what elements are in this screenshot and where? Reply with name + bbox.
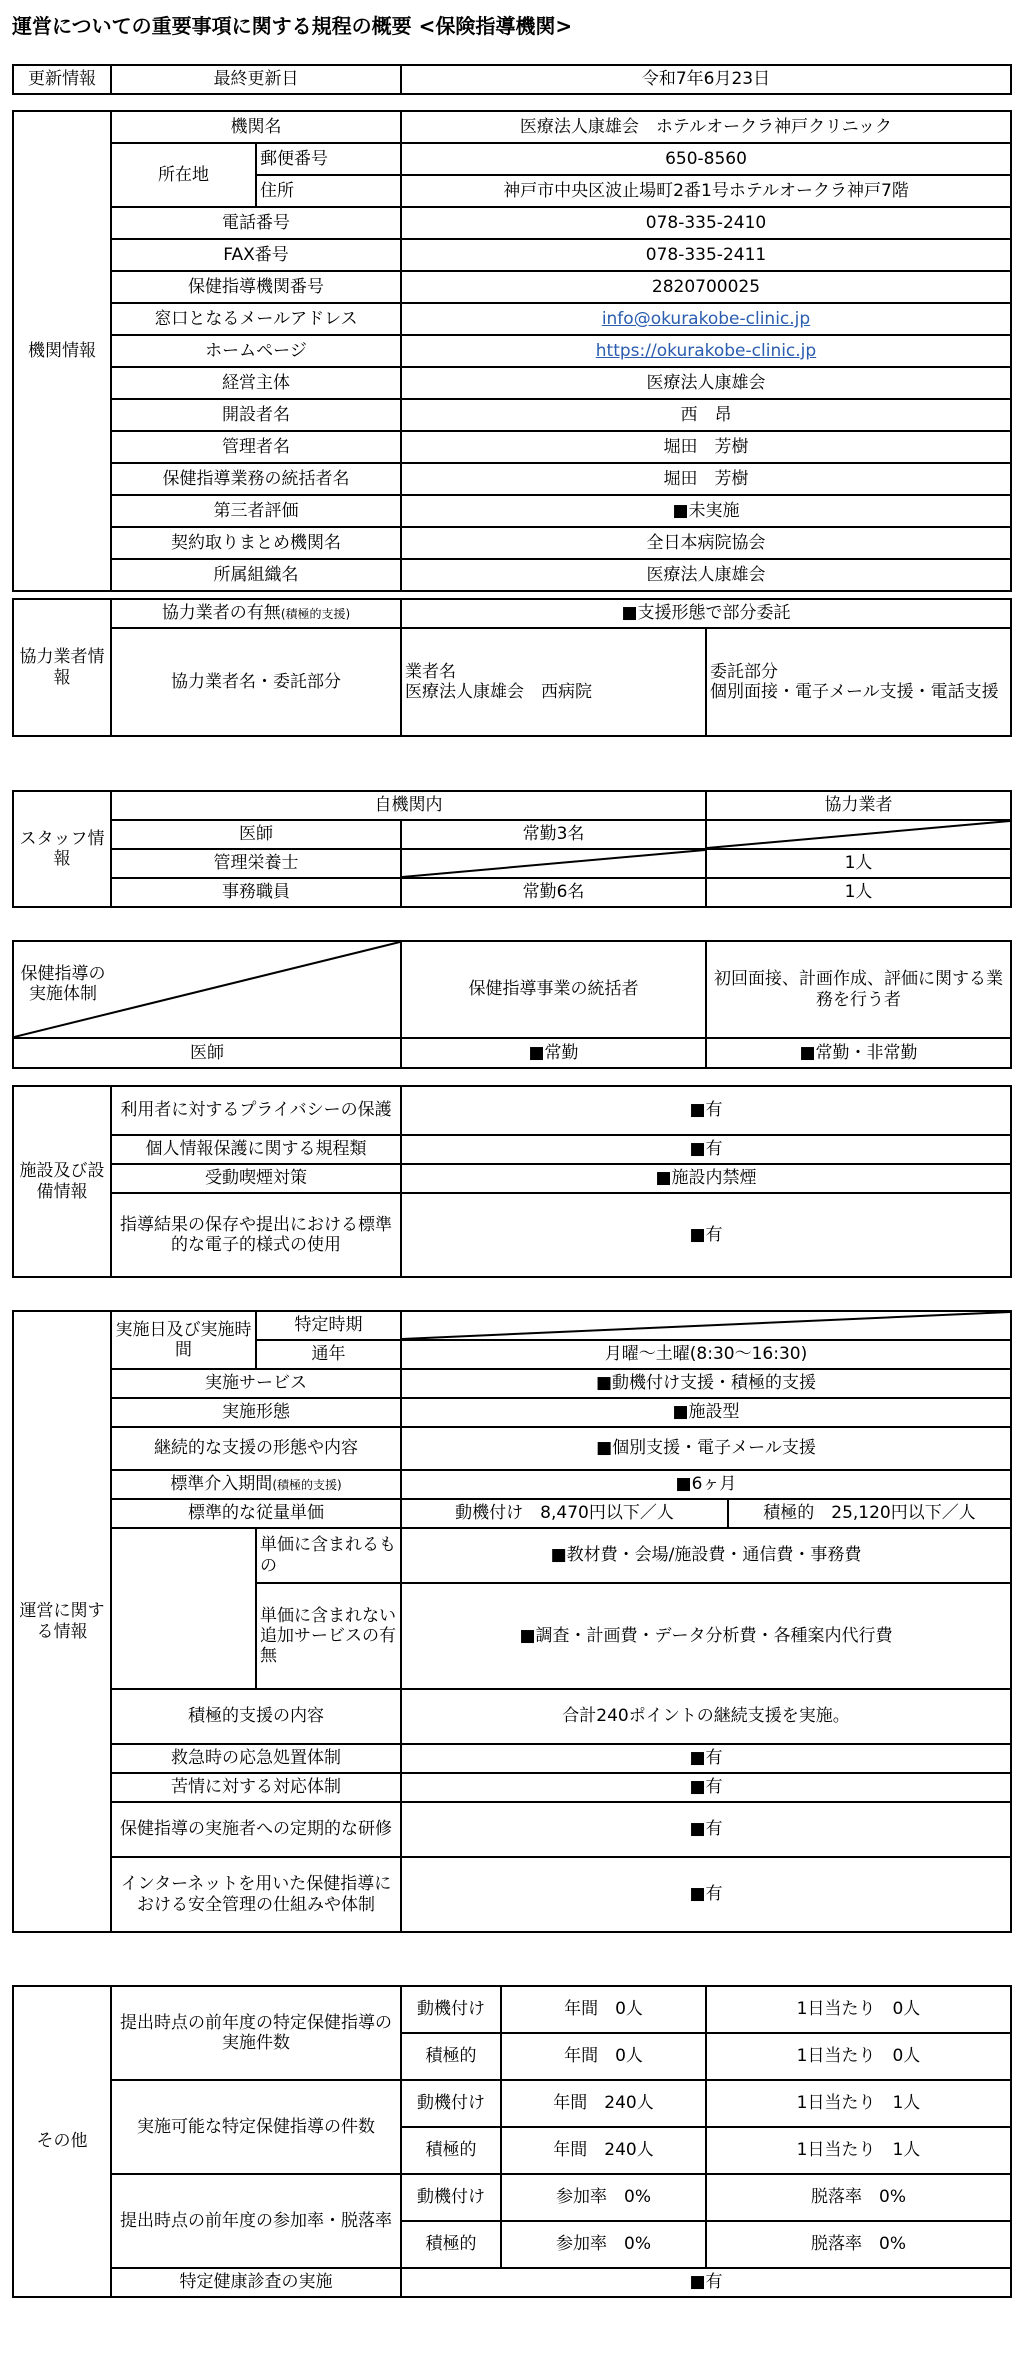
org-homepage-link[interactable]: https://okurakobe-clinic.jp: [595, 340, 817, 361]
other-header: その他: [13, 1986, 111, 2297]
page-title: 運営についての重要事項に関する規程の概要 <保険指導機関>: [12, 14, 573, 38]
other-active: 積極的: [401, 2127, 501, 2174]
org-operator-label: 経営主体: [111, 367, 401, 399]
staff-role: 管理栄養士: [111, 849, 401, 878]
other-prev-a-day: 1日当たり 0人: [706, 2033, 1011, 2080]
partner-exist-label: 協力業者の有無(積極的支援): [111, 599, 401, 628]
other-prev-m-year: 年間 0人: [501, 1986, 706, 2033]
org-fax-label: FAX番号: [111, 239, 401, 271]
partner-name: 医療法人康雄会 西病院: [405, 682, 592, 702]
other-active: 積極的: [401, 2033, 501, 2080]
system-table: [12, 940, 1012, 1069]
update-table: [12, 64, 1012, 95]
other-exam-label: 特定健康診査の実施: [111, 2268, 401, 2297]
staff-self: 常勤6名: [401, 878, 706, 907]
org-founder-label: 開設者名: [111, 399, 401, 431]
facility-label: 個人情報保護に関する規程類: [111, 1135, 401, 1164]
ops-price-blank: [111, 1528, 256, 1689]
partner-table: [12, 598, 1012, 737]
ops-complaint: ■有: [401, 1773, 1011, 1802]
other-prev-label: 提出時点の前年度の特定保健指導の実施件数: [111, 1986, 401, 2080]
ops-net-label: インターネットを用いた保健指導における安全管理の仕組みや体制: [111, 1857, 401, 1932]
ops-emerg-label: 救急時の応急処置体制: [111, 1744, 401, 1773]
partner-name-cell: [401, 628, 706, 736]
org-third: ■未実施: [401, 495, 1011, 527]
org-location-label: 所在地: [111, 143, 256, 207]
other-table: [12, 1985, 1012, 2298]
other-prev-a-year: 年間 0人: [501, 2033, 706, 2080]
partner-exist: ■支援形態で部分委託: [401, 599, 1011, 628]
staff-self-empty: [401, 849, 706, 878]
ops-training-label: 保健指導の実施者への定期的な研修: [111, 1802, 401, 1857]
other-motive: 動機付け: [401, 2174, 501, 2221]
staff-col-self: 自機関内: [111, 791, 706, 820]
update-label: 最終更新日: [111, 65, 401, 94]
facility-label: 利用者に対するプライバシーの保護: [111, 1086, 401, 1135]
ops-specific-empty: [401, 1311, 1011, 1340]
partner-part-caption: 委託部分: [710, 661, 778, 682]
ops-complaint-label: 苦情に対する対応体制: [111, 1773, 401, 1802]
org-address: 神戸市中央区波止場町2番1号ホテルオークラ神戸7階: [401, 175, 1011, 207]
org-third-label: 第三者評価: [111, 495, 401, 527]
other-rate-m-drop: 脱落率 0%: [706, 2174, 1011, 2221]
ops-specific-label: 特定時期: [256, 1311, 401, 1340]
system-col2: 初回面接、計画作成、評価に関する業務を行う者: [706, 941, 1011, 1038]
other-prev-m-day: 1日当たり 0人: [706, 1986, 1011, 2033]
other-motive: 動機付け: [401, 1986, 501, 2033]
org-address-label: 住所: [256, 175, 401, 207]
staff-role: 事務職員: [111, 878, 401, 907]
ops-incl: ■教材費・会場/施設費・通信費・事務費: [401, 1528, 1011, 1583]
other-rate-label: 提出時点の前年度の参加率・脱落率: [111, 2174, 401, 2268]
ops-table: [12, 1310, 1012, 1933]
ops-price-active: 積極的 25,120円以下／人: [728, 1499, 1011, 1528]
facility-value: ■有: [401, 1135, 1011, 1164]
other-cap-a-day: 1日当たり 1人: [706, 2127, 1011, 2174]
staff-role: 医師: [111, 820, 401, 849]
update-value: 令和7年6月23日: [401, 65, 1011, 94]
ops-training: ■有: [401, 1802, 1011, 1857]
other-cap-m-year: 年間 240人: [501, 2080, 706, 2127]
ops-service: ■動機付け支援・積極的支援: [401, 1369, 1011, 1398]
facility-value: ■有: [401, 1086, 1011, 1135]
ops-net: ■有: [401, 1857, 1011, 1932]
ops-emerg: ■有: [401, 1744, 1011, 1773]
org-contract: 全日本病院協会: [401, 527, 1011, 559]
other-rate-m-part: 参加率 0%: [501, 2174, 706, 2221]
ops-excl: ■調査・計画費・データ分析費・各種案内代行費: [401, 1583, 1011, 1689]
org-contract-label: 契約取りまとめ機関名: [111, 527, 401, 559]
org-founder: 西 昂: [401, 399, 1011, 431]
org-header: 機関情報: [13, 111, 111, 591]
ops-form: ■施設型: [401, 1398, 1011, 1427]
system-corner: [13, 941, 401, 1038]
partner-header: 協力業者情報: [13, 599, 111, 736]
ops-period: ■6ヶ月: [401, 1470, 1011, 1499]
partner-names-label: 協力業者名・委託部分: [111, 628, 401, 736]
other-rate-a-part: 参加率 0%: [501, 2221, 706, 2268]
system-val1: ■常勤: [401, 1038, 706, 1068]
org-affil: 医療法人康雄会: [401, 559, 1011, 591]
org-supervisor-label: 保健指導業務の統括者名: [111, 463, 401, 495]
staff-header: スタッフ情報: [13, 791, 111, 907]
partner-part: 個別面接・電子メール支援・電話支援: [710, 682, 999, 702]
ops-form-label: 実施形態: [111, 1398, 401, 1427]
ops-service-label: 実施サービス: [111, 1369, 401, 1398]
staff-partner: 1人: [706, 849, 1011, 878]
org-postal-label: 郵便番号: [256, 143, 401, 175]
staff-partner-empty: [706, 820, 1011, 849]
ops-active-label: 積極的支援の内容: [111, 1689, 401, 1744]
facility-label: 受動喫煙対策: [111, 1164, 401, 1193]
system-col1: 保健指導事業の統括者: [401, 941, 706, 1038]
org-manager: 堀田 芳樹: [401, 431, 1011, 463]
facility-label: 指導結果の保存や提出における標準的な電子的様式の使用: [111, 1193, 401, 1277]
org-operator: 医療法人康雄会: [401, 367, 1011, 399]
partner-name-caption: 業者名: [405, 661, 456, 682]
org-phone: 078-335-2410: [401, 207, 1011, 239]
other-cap-a-year: 年間 240人: [501, 2127, 706, 2174]
ops-price-label: 標準的な従量単価: [111, 1499, 401, 1528]
ops-active: 合計240ポイントの継続支援を実施。: [401, 1689, 1011, 1744]
other-active: 積極的: [401, 2221, 501, 2268]
ops-dates-label: 実施日及び実施時間: [111, 1311, 256, 1369]
org-hp-label: ホームページ: [111, 335, 401, 367]
org-name-label: 機関名: [111, 111, 401, 143]
other-cap-label: 実施可能な特定保健指導の件数: [111, 2080, 401, 2174]
ops-yearly-label: 通年: [256, 1340, 401, 1369]
org-table: [12, 110, 1012, 592]
staff-table: [12, 790, 1012, 908]
ops-period-label: 標準介入期間(積極的支援): [111, 1470, 401, 1499]
org-name: 医療法人康雄会 ホテルオークラ神戸クリニック: [401, 111, 1011, 143]
org-supervisor: 堀田 芳樹: [401, 463, 1011, 495]
facility-header: 施設及び設備情報: [13, 1086, 111, 1277]
facility-value: ■有: [401, 1193, 1011, 1277]
org-code-label: 保健指導機関番号: [111, 271, 401, 303]
ops-price-motive: 動機付け 8,470円以下／人: [401, 1499, 728, 1528]
other-cap-m-day: 1日当たり 1人: [706, 2080, 1011, 2127]
ops-excl-label: 単価に含まれない追加サービスの有無: [256, 1583, 401, 1689]
staff-partner: 1人: [706, 878, 1011, 907]
other-exam: ■有: [401, 2268, 1011, 2297]
system-row-label: 医師: [13, 1038, 401, 1068]
org-postal: 650-8560: [401, 143, 1011, 175]
ops-cont: ■個別支援・電子メール支援: [401, 1427, 1011, 1470]
other-motive: 動機付け: [401, 2080, 501, 2127]
staff-col-partner: 協力業者: [706, 791, 1011, 820]
org-fax: 078-335-2411: [401, 239, 1011, 271]
facility-table: [12, 1085, 1012, 1278]
update-header: 更新情報: [13, 65, 111, 94]
org-manager-label: 管理者名: [111, 431, 401, 463]
ops-incl-label: 単価に含まれるもの: [256, 1528, 401, 1583]
ops-yearly: 月曜～土曜(8:30～16:30): [401, 1340, 1011, 1369]
ops-cont-label: 継続的な支援の形態や内容: [111, 1427, 401, 1470]
ops-header: 運営に関する情報: [13, 1311, 111, 1932]
other-rate-a-drop: 脱落率 0%: [706, 2221, 1011, 2268]
system-header: 保健指導の実施体制: [20, 964, 106, 1005]
org-email-label: 窓口となるメールアドレス: [111, 303, 401, 335]
facility-value: ■施設内禁煙: [401, 1164, 1011, 1193]
org-email-link[interactable]: info@okurakobe-clinic.jp: [601, 308, 811, 329]
system-val2: ■常勤・非常勤: [706, 1038, 1011, 1068]
org-phone-label: 電話番号: [111, 207, 401, 239]
partner-part-cell: [706, 628, 1011, 736]
org-affil-label: 所属組織名: [111, 559, 401, 591]
staff-self: 常勤3名: [401, 820, 706, 849]
org-code: 2820700025: [401, 271, 1011, 303]
